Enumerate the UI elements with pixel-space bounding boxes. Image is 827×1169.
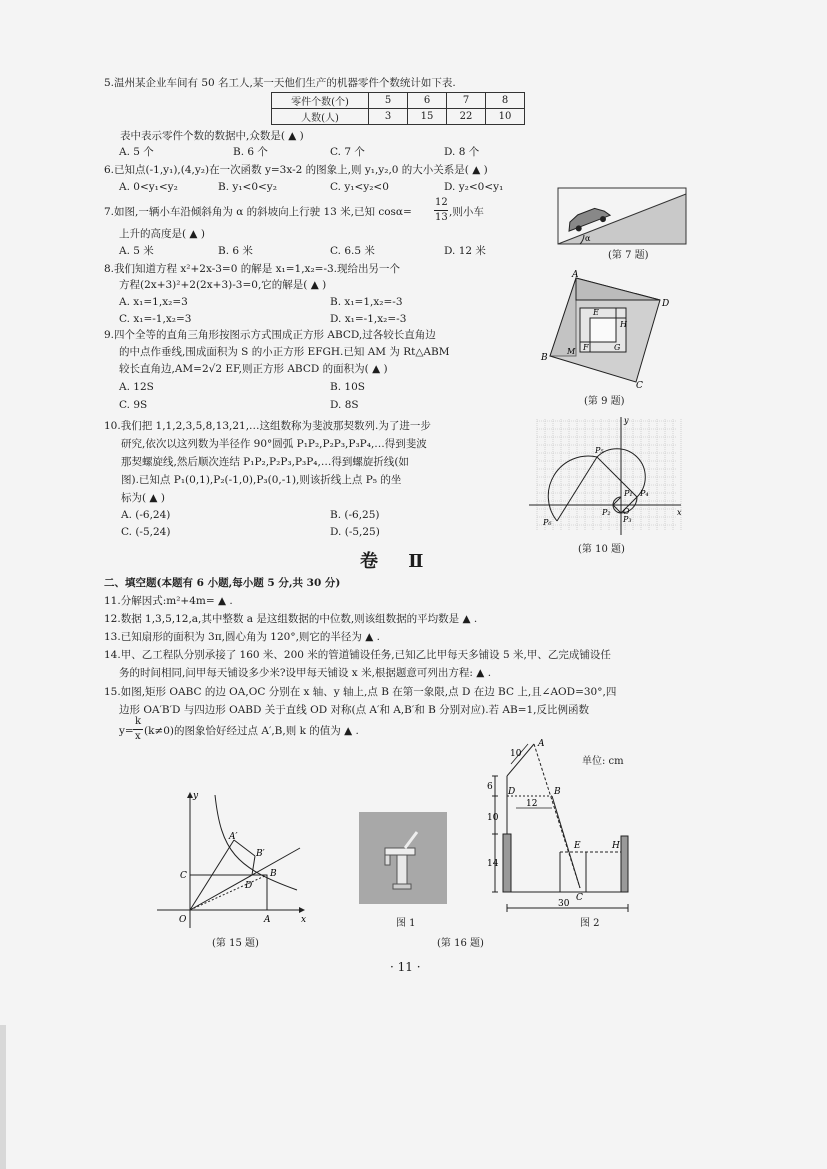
q10-line2: 研究,依次以这列数为半径作 90°圆弧 P₁P₂,P₂P₃,P₃P₄,…得到斐波 [121,438,427,450]
section-title: 卷 Ⅱ [360,551,436,572]
point-label: A [264,915,271,925]
q5-frequency-table [271,92,525,125]
q9-square-figure [538,270,670,391]
q13-text: 13.已知扇形的面积为 3π,圆心角为 120°,则它的半径为 ▲ . [104,631,381,643]
q7-line2: 上升的高度是( ▲ ) [119,228,205,240]
axis-label: x [677,508,682,517]
q10-option-d: D. (-5,25) [330,526,380,538]
q15-line3-post: (k≠0)的图象恰好经过点 A′,B,则 k 的值为 ▲ . [144,725,359,737]
point-label: D [245,881,253,891]
q6-option-b: B. y₁<0<y₂ [218,181,277,193]
axis-label: y [193,791,199,801]
dimension-label: 10 [510,749,522,759]
table-header-cell: 零件个数(个) [272,93,369,109]
dimension-label: 10 [487,813,499,823]
axis-label: x [301,915,307,925]
q7-caption: (第 7 题) [608,250,649,261]
point-label: E [574,841,581,851]
point-label: H [620,320,627,329]
point-label: B [270,869,277,879]
q5-option-b: B. 6 个 [233,146,268,158]
point-label: M [567,347,576,356]
q10-line4: 图).已知点 P₁(0,1),P₂(-1,0),P₃(0,-1),则该折线上点 P₅ 的坐 [121,474,402,486]
q6-option-c: C. y₁<y₂<0 [330,181,389,193]
table-cell: 8 [486,93,525,109]
q7-frac-num: 12 [435,197,448,208]
q8-line2: 方程(2x+3)²+2(2x+3)-3=0,它的解是( ▲ ) [119,279,327,291]
faucet-photo [359,812,447,904]
table-cell: 10 [486,109,525,125]
q8-line1: 8.我们知道方程 x²+2x-3=0 的解是 x₁=1,x₂=-3.现给出另一个 [104,263,401,275]
point-label: C [576,893,583,903]
q9-option-c: C. 9S [119,399,148,411]
q16-caption: (第 16 题) [437,938,484,949]
q10-spiral-figure [525,415,685,535]
q8-option-b: B. x₁=1,x₂=-3 [330,296,403,308]
q12-text: 12.数据 1,3,5,12,a,其中整数 a 是这组数据的中位数,则该组数据的平均数是 ▲ . [104,613,478,625]
table-cell: 6 [408,93,447,109]
q10-line5: 标为( ▲ ) [121,492,165,504]
q7-option-c: C. 6.5 米 [330,245,375,257]
q5-stem: 表中表示零件个数的数据中,众数是( ▲ ) [120,130,304,142]
faucet-icon [383,830,419,890]
q9-caption: (第 9 题) [584,396,625,407]
q6-text: 6.已知点(-1,y₁),(4,y₂)在一次函数 y=3x-2 的图象上,则 y₁,y₂,0 的大小关系是( ▲ ) [104,164,488,176]
q10-option-c: C. (-5,24) [121,526,171,538]
page-number: · 11 · [390,960,421,974]
part2-header: 二、填空题(本题有 6 小题,每小题 5 分,共 30 分) [104,577,341,589]
dimension-label: 14 [487,859,499,869]
point-label: D [662,299,670,309]
point-label: G [614,343,621,352]
table-cell: 5 [369,93,408,109]
axis-label: y [624,416,629,425]
point-label: D [508,787,516,797]
q9-option-a: A. 12S [119,381,154,393]
q8-option-c: C. x₁=-1,x₂=3 [119,313,192,325]
q14-line2: 务的时间相同,问甲每天铺设多少米?设甲每天铺设 x 米,根据题意可列出方程: ▲ . [119,667,492,679]
q14-line1: 14.甲、乙工程队分别承接了 160 米、200 米的管道铺设任务,已知乙比甲每天多铺设 5 米,甲、乙完成铺设任 [104,649,611,661]
q8-option-d: D. x₁=-1,x₂=-3 [330,313,407,325]
q7-option-d: D. 12 米 [444,245,486,257]
table-cell: 7 [447,93,486,109]
q9-line3: 较长直角边,AM=2√2 EF,则正方形 ABCD 的面积为( ▲ ) [119,363,388,375]
point-label: B′ [256,849,265,859]
point-label: A′ [229,832,238,842]
scan-edge [0,1025,6,1169]
q5-option-a: A. 5 个 [119,146,154,158]
point-label: P₆ [543,518,552,527]
q15-line3-pre: y= [119,725,134,737]
dimension-label: 6 [487,782,493,792]
dimension-label: 12 [526,799,538,809]
point-label: A [538,739,545,749]
q7-line1-end: ,则小车 [449,206,484,218]
q7-frac-den: 13 [435,212,448,223]
point-label: B [541,353,548,363]
table-cell: 22 [447,109,486,125]
table-cell: 15 [408,109,447,125]
q10-line3: 那契螺旋线,然后顺次连结 P₁P₂,P₂P₃,P₃P₄,…得到螺旋折线(如 [121,456,409,468]
q7-line1: 7.如图,一辆小车沿倾斜角为 α 的斜坡向上行驶 13 米,已知 cosα= [104,206,412,218]
q10-option-a: A. (-6,24) [121,509,171,521]
table-cell: 3 [369,109,408,125]
q5-option-d: D. 8 个 [444,146,480,158]
spiral-curve [548,449,645,521]
fig1-caption: 图 1 [396,918,416,929]
q7-option-b: B. 6 米 [218,245,253,257]
q9-line2: 的中点作垂线,围成面积为 S 的小正方形 EFGH.已知 AM 为 Rt△ABM [119,346,450,358]
point-label: P₄ [640,489,649,498]
point-label: F [583,343,589,352]
point-label: C [180,871,187,881]
q15-frac-den: x [135,731,141,742]
q9-option-b: B. 10S [330,381,365,393]
q9-option-d: D. 8S [330,399,359,411]
point-label: P₃ [623,515,632,524]
q15-line1: 15.如图,矩形 OABC 的边 OA,OC 分别在 x 轴、y 轴上,点 B 在第一象限,点 D 在边 BC 上,且∠AOD=30°,四 [104,686,617,698]
q7-slope-figure [558,188,686,244]
q7-option-a: A. 5 米 [119,245,154,257]
q15-frac-num: k [135,716,142,727]
q15-figure [155,790,315,930]
point-label: P₁ [624,489,633,498]
unit-label: 单位: cm [582,756,624,767]
q5-option-c: C. 7 个 [330,146,365,158]
point-label: A [572,270,579,280]
fig2-caption: 图 2 [580,918,600,929]
q15-line2: 边形 OA′B′D 与四边形 OABD 关于直线 OD 对称(点 A′和 A,B′和 B 分别对应).若 AB=1,反比例函数 [119,704,590,716]
q5-text: 5.温州某企业车间有 50 名工人,某一天他们生产的机器零件个数统计如下表. [104,77,456,89]
q6-option-d: D. y₂<0<y₁ [444,181,504,193]
point-label: P₅ [595,446,604,455]
q11-text: 11.分解因式:m²+4m= ▲ . [104,595,233,607]
point-label: C [636,381,643,391]
svg-text:α: α [585,234,591,243]
point-label: B [554,787,561,797]
q10-line1: 10.我们把 1,1,2,3,5,8,13,21,…这组数称为斐波那契数列.为了进一步 [104,420,431,432]
point-label: H [612,841,620,851]
table-header-cell: 人数(人) [272,109,369,125]
q6-option-a: A. 0<y₁<y₂ [119,181,178,193]
point-label: E [593,308,599,317]
origin-label: O [623,507,630,516]
q10-option-b: B. (-6,25) [330,509,380,521]
q15-caption: (第 15 题) [212,938,259,949]
dimension-label: 30 [558,899,570,909]
q9-line1: 9.四个全等的直角三角形按图示方式围成正方形 ABCD,过各较长直角边 [104,329,436,341]
point-label: O [179,915,187,925]
point-label: P₂ [602,508,611,517]
q10-caption: (第 10 题) [578,544,625,555]
q8-option-a: A. x₁=1,x₂=3 [119,296,188,308]
